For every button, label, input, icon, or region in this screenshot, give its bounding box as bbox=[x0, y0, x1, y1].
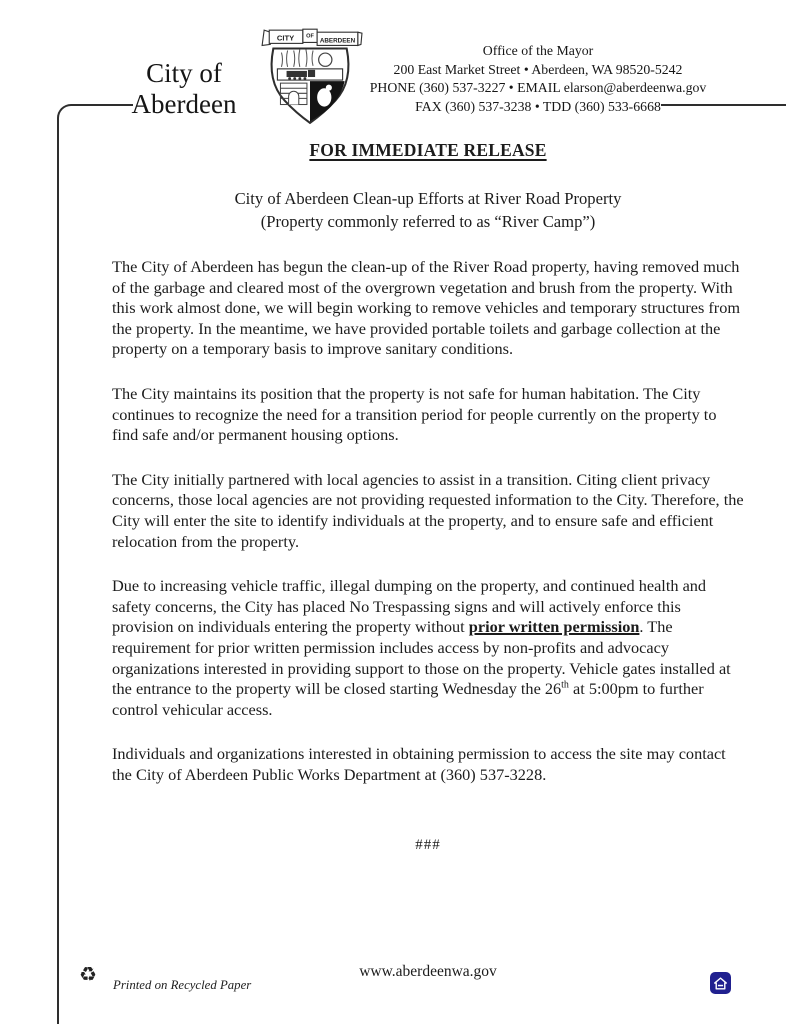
paragraph-5: Individuals and organizations interested in obtaining permission to access the site may contact the City of Aberdeen Public Works Department at (360) 537-3228. bbox=[112, 744, 726, 784]
contact-block bbox=[356, 42, 720, 117]
office-line: Office of the Mayor bbox=[482, 43, 594, 58]
home-icon-glyph bbox=[713, 976, 728, 991]
org-name-line2: Aberdeen bbox=[131, 89, 237, 119]
paragraph-4-emphasis: prior written permission bbox=[468, 617, 640, 637]
city-seal-icon bbox=[256, 24, 364, 128]
release-body bbox=[112, 140, 744, 854]
paragraph-1: The City of Aberdeen has begun the clean-up of the River Road property, having removed much of the garbage and cleared most of the overgrown vegetation and brush from the property. With this work almost done, we will begin working to remove vehicles and temporary structures from the property. In the meantime, we have provided portable toilets and garbage collection at the property on a temporary basis to improve sanitary conditions. bbox=[112, 257, 741, 359]
paragraph-4-tail: at 5:00pm to further control vehicular access. bbox=[112, 679, 704, 719]
org-name-line1: City of bbox=[146, 58, 222, 88]
seal-banner-aberdeen: ABERDEEN bbox=[319, 37, 356, 45]
recycled-paper-note: Printed on Recycled Paper bbox=[113, 978, 252, 992]
address-line: 200 East Market Street • Aberdeen, WA 98520-5242 bbox=[393, 61, 683, 77]
fax-tdd-line: FAX (360) 537-3238 • TDD (360) 533-6668 bbox=[415, 99, 661, 115]
release-subtitle bbox=[112, 187, 744, 233]
paragraph-4 bbox=[112, 576, 744, 720]
recycle-icon: ♻ bbox=[79, 962, 97, 986]
release-banner: FOR IMMEDIATE RELEASE bbox=[309, 140, 547, 160]
paragraph-2: The City maintains its position that the property is not safe for human habitation. The City continues to recognize the need for a transition period for people currently on the property to find safe and/or permanent housing options. bbox=[112, 383, 717, 445]
org-name bbox=[128, 58, 240, 120]
subtitle-line2: (Property commonly referred to as “River Camp”) bbox=[260, 212, 596, 231]
paragraph-4-lead: Due to increasing vehicle traffic, illegal dumping on the property, and continued health and safety concerns, the City has placed No Trespassing signs and will actively enforce this provision on individuals entering the property without bbox=[112, 576, 707, 637]
seal-banner-of: OF bbox=[306, 33, 314, 40]
website-text: www.aberdeenwa.gov bbox=[359, 963, 497, 980]
phone-email-line: PHONE (360) 537-3227 • EMAIL elarson@aberdeenwa.gov bbox=[369, 80, 707, 96]
end-mark: ### bbox=[415, 837, 441, 854]
city-seal-graphic bbox=[256, 24, 364, 128]
paragraph-3: The City initially partnered with local agencies to assist in a transition. Citing client privacy concerns, those local agencies are not providing requested information to the City. Therefore, the City will enter the site to identify individuals at the property, and to ensure safe and efficient relocation from the property. bbox=[112, 469, 744, 551]
seal-banner-city: CITY bbox=[276, 33, 295, 43]
subtitle-line1: City of Aberdeen Clean-up Efforts at River Road Property bbox=[234, 189, 622, 208]
home-icon bbox=[710, 972, 731, 994]
paragraph-4-ordinal: th bbox=[561, 679, 569, 691]
paragraph-4-middle: . The requirement for prior written permission includes access by non-profits and advocacy organizations interested in providing support to those on the property. Vehicle gates installed at the entrance to the property will be closed starting Wednesday the 26 bbox=[112, 617, 731, 699]
